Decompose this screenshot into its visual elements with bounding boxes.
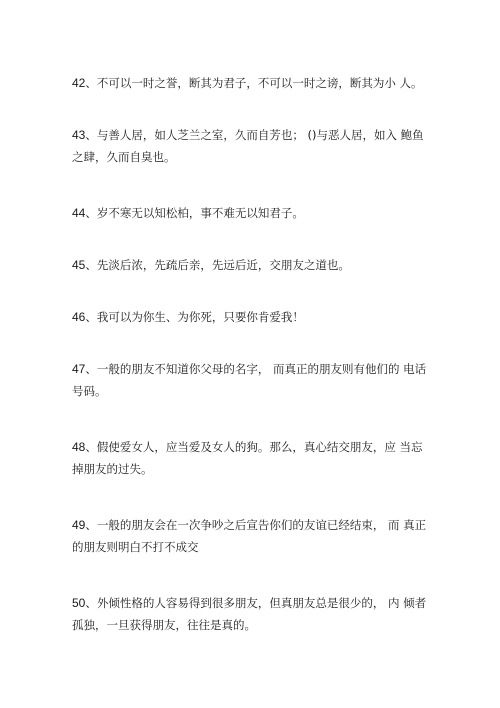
quote-number: 50 xyxy=(72,596,86,610)
quote-line xyxy=(72,458,432,480)
quote-line xyxy=(72,514,432,536)
quote-number: 46 xyxy=(72,310,86,324)
quote-49 xyxy=(72,514,432,558)
quote-text: 、假使爱女人，应当爱及女人的狗。那么，真心结交朋友，应 当忘 xyxy=(85,440,423,454)
quote-line xyxy=(72,536,432,558)
quote-47 xyxy=(72,358,432,402)
quote-line xyxy=(72,202,432,224)
quote-number: 47 xyxy=(72,362,86,376)
quote-line xyxy=(72,72,432,94)
quote-line xyxy=(72,146,432,168)
quote-44 xyxy=(72,202,432,224)
quote-line xyxy=(72,124,432,146)
quote-text: 号码。 xyxy=(72,384,107,398)
quote-45 xyxy=(72,254,432,276)
quote-text: 的朋友则明白不打不成交 xyxy=(72,540,199,554)
quote-number: 42 xyxy=(72,76,86,90)
quote-43 xyxy=(72,124,432,168)
quote-line xyxy=(72,436,432,458)
quote-line xyxy=(72,614,432,636)
quote-text: 孤独，一旦获得朋友，往往是真的。 xyxy=(72,618,256,632)
quote-number: 45 xyxy=(72,258,86,272)
quote-line xyxy=(72,254,432,276)
quote-line xyxy=(72,358,432,380)
quote-42 xyxy=(72,72,432,94)
quote-50 xyxy=(72,592,432,636)
quote-text: 之肆，久而自臭也。 xyxy=(72,150,176,164)
quote-line xyxy=(72,592,432,614)
quote-text: 、先淡后浓，先疏后亲，先远后近，交朋友之道也。 xyxy=(85,258,350,272)
quote-line xyxy=(72,380,432,402)
quote-number: 43 xyxy=(72,128,86,142)
quote-text: 、一般的朋友会在一次争吵之后宣告你们的友谊已经结束， 而 真正 xyxy=(85,518,427,532)
quote-text: 、与善人居，如人芝兰之室，久而自芳也； ()与恶人居，如入 鲍鱼 xyxy=(85,128,424,142)
quote-48 xyxy=(72,436,432,480)
quote-text: 、不可以一时之誉，断其为君子，不可以一时之谤，断其为小 人。 xyxy=(85,76,423,90)
quote-number: 49 xyxy=(72,518,86,532)
quote-text: 、外倾性格的人容易得到很多朋友，但真朋友总是很少的， 内 倾者 xyxy=(85,596,427,610)
quote-line xyxy=(72,306,432,328)
quote-number: 44 xyxy=(72,206,86,220)
quote-text: 、我可以为你生、为你死，只要你肯爱我！ xyxy=(85,310,304,324)
quote-text: 、一般的朋友不知道你父母的名字， 而真正的朋友则有他们的 电话 xyxy=(85,362,427,376)
quote-text: 、岁不寒无以知松柏，事不难无以知君子。 xyxy=(85,206,304,220)
quote-46 xyxy=(72,306,432,328)
quote-number: 48 xyxy=(72,440,86,454)
quote-text: 掉朋友的过失。 xyxy=(72,462,153,476)
